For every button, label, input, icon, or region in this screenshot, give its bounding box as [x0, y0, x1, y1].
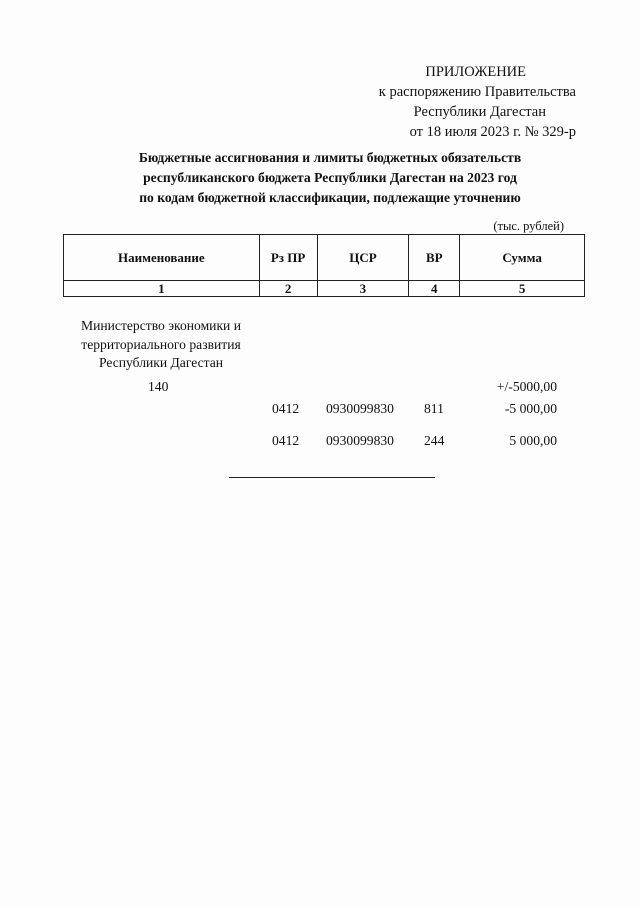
table-row — [0, 433, 640, 453]
row-sum: +/-5000,00 — [496, 379, 557, 394]
header-csr: ЦСР — [317, 235, 409, 281]
row-sum: -5 000,00 — [504, 401, 557, 416]
row-vr: 244 — [424, 433, 445, 448]
closing-divider — [229, 477, 435, 478]
organization-name — [68, 317, 254, 373]
header-table — [63, 234, 585, 297]
header-rzpr: Рз ПР — [259, 235, 317, 281]
column-number-2: 2 — [259, 281, 317, 297]
column-number-3: 3 — [317, 281, 409, 297]
organization-line-3: Республики Дагестан — [98, 355, 224, 370]
row-rzpr: 0412 — [272, 401, 300, 416]
header-name: Наименование — [64, 235, 260, 281]
row-rzpr: 0412 — [272, 433, 300, 448]
appendix-header — [316, 62, 576, 142]
appendix-line-date: от 18 июля 2023 г. № 329-р — [409, 124, 576, 140]
title-line-1: Бюджетные ассигнования и лимиты бюджетных обязательств — [138, 150, 522, 165]
organization-line-2: территориального развития — [81, 336, 241, 352]
row-vr: 811 — [424, 401, 444, 416]
title-line-2: республиканского бюджета Республики Дагестан на 2023 год — [143, 170, 517, 185]
header-vr: ВР — [409, 235, 460, 281]
column-number-row — [64, 281, 585, 297]
units-label: (тыс. рублей) — [493, 219, 564, 233]
title-line-3: по кодам бюджетной классификации, подлежащие уточнению — [139, 190, 521, 205]
column-number-5: 5 — [460, 281, 585, 297]
header-row — [64, 235, 585, 281]
header-sum: Сумма — [460, 235, 585, 281]
document-title — [60, 148, 600, 208]
table-row — [0, 379, 640, 399]
appendix-heading: ПРИЛОЖЕНИЕ — [425, 64, 526, 80]
column-number-4: 4 — [409, 281, 460, 297]
organization-line-1: Министерство экономики и — [81, 318, 241, 333]
row-csr: 0930099830 — [326, 433, 394, 448]
column-number-1: 1 — [64, 281, 260, 297]
appendix-line-republic: Республики Дагестан — [413, 104, 546, 120]
row-sum: 5 000,00 — [509, 433, 557, 448]
row-code: 140 — [148, 379, 169, 394]
table-row — [0, 401, 640, 421]
row-csr: 0930099830 — [326, 401, 394, 416]
appendix-line-order: к распоряжению Правительства — [378, 84, 576, 100]
